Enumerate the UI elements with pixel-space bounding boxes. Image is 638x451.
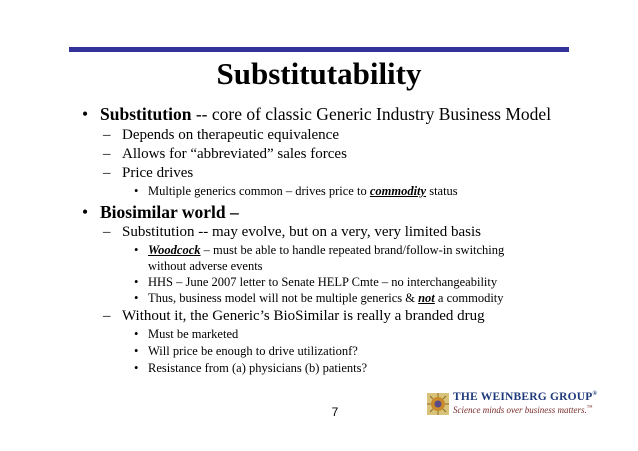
bullet-text [148,274,497,290]
bullet-text [100,201,239,223]
bullet-after: status [426,184,458,198]
bullet-emph_before: Woodcock [148,243,201,257]
bullet-text [148,242,504,258]
bullet-marker: • [134,291,139,305]
bullet-text: Depends on therapeutic equivalence [122,127,339,143]
bullet-marker: • [134,243,139,257]
bullet-marker: – [103,127,111,143]
bullet-text: Allows for “abbreviated” sales forces [122,146,347,162]
bullet-after: a commodity [434,291,504,305]
page-number: 7 [331,405,339,419]
bullet-marker: • [134,184,139,198]
bullet-text: Thus, business model will not be multiple generics & [148,291,419,305]
bullet-text: without adverse events [148,259,263,273]
bullet-marker: • [134,361,139,375]
bullet-marker: • [134,275,139,289]
bullet-text [122,223,481,242]
bullet-text: -- core of classic Generic Industry Business Model [191,104,552,124]
bullet-text: Multiple generics common – drives price to [148,184,370,198]
bullet-bold: Biosimilar world – [100,202,239,222]
bullet-text: Must be marketed [148,327,239,341]
bullet-marker: • [82,104,89,124]
bullet-emph: not [418,291,435,305]
bullet-text: Substitution -- may evolve, but on a very, very limited basis [122,224,481,240]
bullet-text: Resistance from (a) physicians (b) patients? [148,361,368,375]
bullet-marker: – [103,165,111,181]
bullet-text [148,290,504,306]
bullet-text [122,145,347,164]
bullet-marker: • [134,344,139,358]
bullet-text: Without it, the Generic’s BioSimilar is really a branded drug [122,308,485,324]
slide-title: Substitutability [216,56,422,91]
logo-company-name: THE WEINBERG GROUP® [453,391,598,403]
bullet-text [100,103,551,125]
bullet-marker: – [103,224,111,240]
bullet-text [122,164,193,183]
bullet-marker: – [103,146,111,162]
bullet-text: HHS – June 2007 letter to Senate HELP Cmte – no interchangeability [148,275,498,289]
sunburst-logo-icon [427,393,449,415]
company-logo [427,391,598,419]
bullet-text: Price drives [122,165,194,181]
bullet-text [148,343,358,359]
bullet-text [122,307,485,326]
bullet-bold: Substitution [100,104,192,124]
bullet-text [148,258,263,274]
bullet-text: Will price be enough to drive utilizationf? [148,344,358,358]
bullet-text [148,183,458,199]
bullet-text: – must be able to handle repeated brand/follow-in switching [200,243,505,257]
bullet-marker: • [82,202,89,222]
logo-tagline: Science minds over business matters.™ [453,405,593,415]
bullet-text [148,360,367,376]
bullet-marker: • [134,327,139,341]
bullet-emph: commodity [369,184,427,198]
bullet-marker: – [103,308,111,324]
bullet-text [122,126,339,145]
bullet-text [148,326,238,342]
